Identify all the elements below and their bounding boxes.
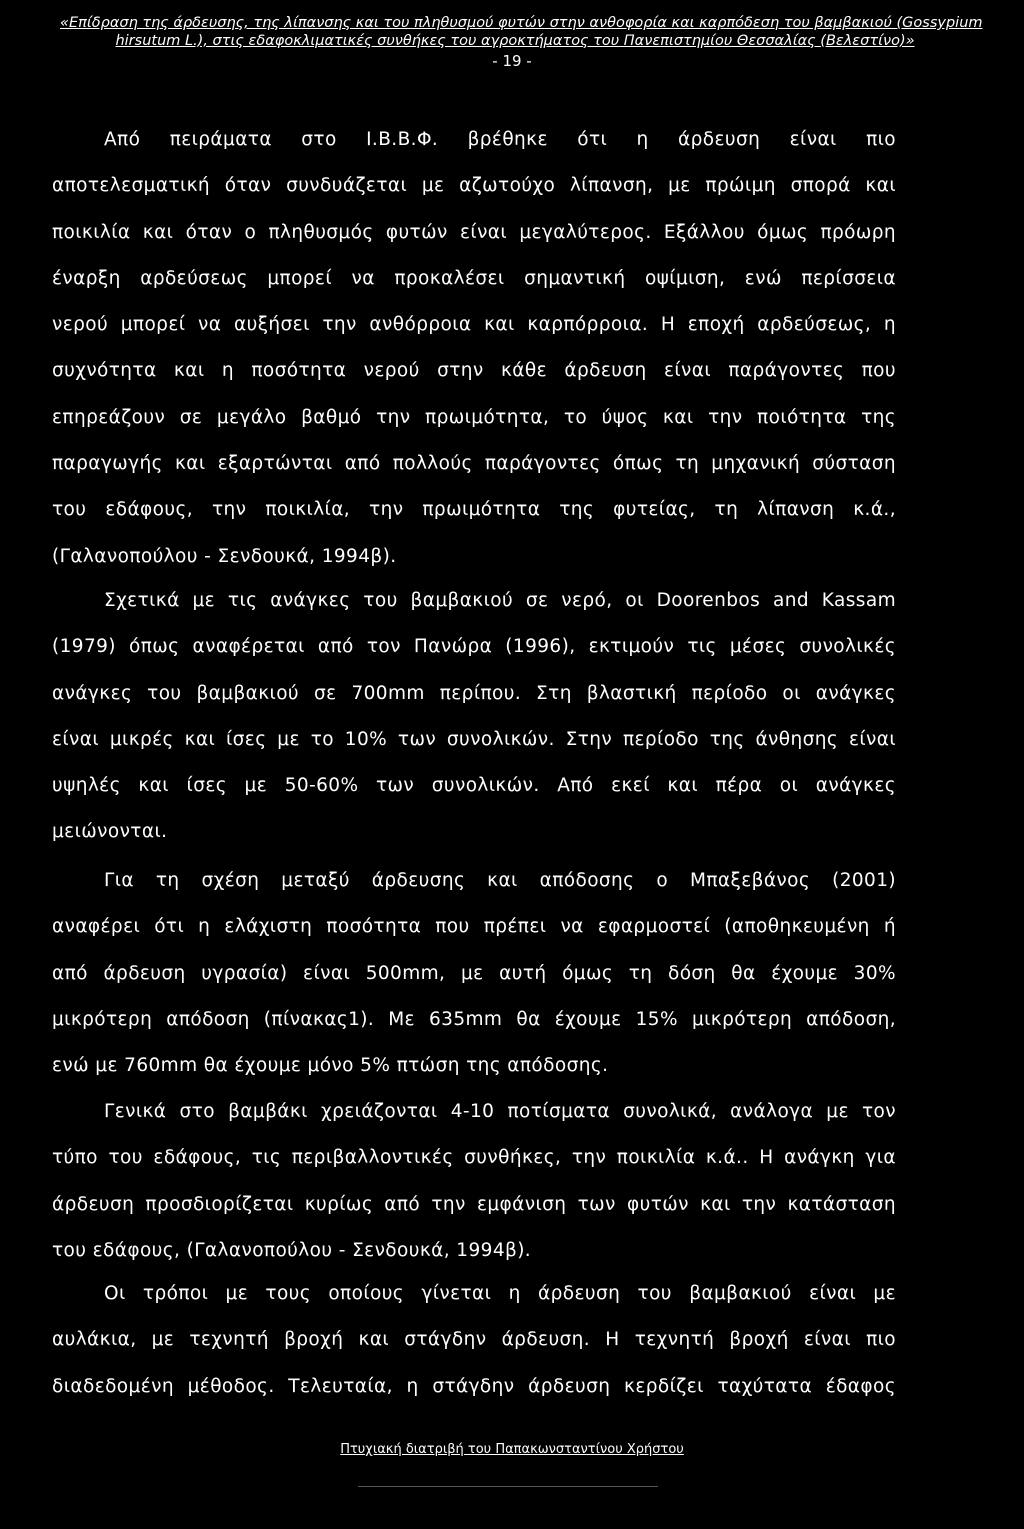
paragraph-1 xyxy=(52,117,896,580)
text-line: Οι τρόποι με τους οποίους γίνεται η άρδευση του βαμβακιού είναι με xyxy=(104,1283,896,1304)
text-line: (1979) όπως αναφέρεται από τον Πανώρα (1996), εκτιμούν τις μέσες συνολικές xyxy=(52,636,896,658)
text-line: (Γαλανοπούλου - Σενδουκά, 1994β). xyxy=(52,545,397,567)
text-line: είναι μικρές και ίσες με το 10% των συνολικών. Στην περίοδο της άνθησης είναι xyxy=(52,728,896,750)
text-line: του εδάφους, την ποικιλία, την πρωιμότητα της φυτείας, τη λίπανση κ.ά., xyxy=(52,499,896,521)
text-line: διαδεδομένη μέθοδος. Τελευταία, η στάγδην άρδευση κερδίζει ταχύτατα έδαφος xyxy=(52,1375,896,1397)
text-line: Από πειράματα στο Ι.Β.Β.Φ. βρέθηκε ότι η άρδευση είναι πιο xyxy=(104,129,896,150)
paragraph-3 xyxy=(52,858,896,1089)
text-line: επηρεάζουν σε μεγάλο βαθμό την πρωιμότητα, το ύψος και την ποιότητα της xyxy=(52,406,896,428)
text-line: Σχετικά με τις ανάγκες του βαμβακιού σε νερό, οι Doorenbos and Kassam xyxy=(104,590,896,611)
text-line: τύπο του εδάφους, τις περιβαλλοντικές συνθήκες, την ποικιλία κ.ά.. Η ανάγκη για xyxy=(52,1147,896,1169)
footer-divider xyxy=(358,1486,658,1487)
text-line: ενώ με 760mm θα έχουμε μόνο 5% πτώση της απόδοσης. xyxy=(52,1055,609,1077)
text-line: Για τη σχέση μεταξύ άρδευσης και απόδοσης ο Μπαξεβάνος (2001) xyxy=(104,870,896,891)
text-line: του εδάφους, (Γαλανοπούλου - Σενδουκά, 1994β). xyxy=(52,1239,532,1261)
text-line: μειώνονται. xyxy=(52,821,168,843)
paragraph-4 xyxy=(52,1089,896,1274)
text-line: νερού μπορεί να αυξήσει την ανθόρροια και καρπόρροια. Η εποχή αρδεύσεως, η xyxy=(52,314,896,336)
text-line: αυλάκια, με τεχνητή βροχή και στάγδην άρδευση. Η τεχνητή βροχή είναι πιο xyxy=(52,1329,896,1351)
text-line: άρδευση προσδιορίζεται κυρίως από την εμφάνιση των φυτών και την κατάσταση xyxy=(52,1193,896,1215)
page-number: - 19 - xyxy=(492,52,532,70)
text-line: αναφέρει ότι η ελάχιστη ποσότητα που πρέπει να εφαρμοστεί (αποθηκευμένη ή xyxy=(52,916,896,938)
text-line: Γενικά στο βαμβάκι χρειάζονται 4-10 ποτίσματα συνολικά, ανάλογα με τον xyxy=(104,1101,896,1122)
paragraph-5 xyxy=(52,1271,896,1410)
text-line: έναρξη αρδεύσεως μπορεί να προκαλέσει σημαντική οψίμιση, ενώ περίσσεια xyxy=(52,267,896,289)
text-line: μικρότερη απόδοση (πίνακας1). Με 635mm θα έχουμε 15% μικρότερη απόδοση, xyxy=(52,1008,896,1030)
text-line: από άρδευση υγρασία) είναι 500mm, με αυτή όμως τη δόση θα έχουμε 30% xyxy=(52,962,896,984)
text-line: υψηλές και ίσες με 50-60% των συνολικών. Από εκεί και πέρα οι ανάγκες xyxy=(52,775,896,797)
text-line: ποικιλία και όταν ο πληθυσμός φυτών είναι μεγαλύτερος. Εξάλλου όμως πρόωρη xyxy=(52,221,896,243)
header-title-line-2: hirsutum L.), στις εδαφοκλιματικές συνθήκες του αγροκτήματος του Πανεπιστημίου Θεσσαλίας (Βελεστίνο)» xyxy=(115,33,915,49)
running-header xyxy=(60,14,983,50)
text-line: συχνότητα και η ποσότητα νερού στην κάθε άρδευση είναι παράγοντες που xyxy=(52,360,896,382)
text-line: ανάγκες του βαμβακιού σε 700mm περίπου. Στη βλαστική περίοδο οι ανάγκες xyxy=(52,682,896,704)
text-line: αποτελεσματική όταν συνδυάζεται με αζωτούχο λίπανση, με πρώιμη σπορά και xyxy=(52,175,896,197)
text-line: παραγωγής και εξαρτώνται από πολλούς παράγοντες όπως τη μηχανική σύσταση xyxy=(52,453,896,475)
header-title-line-1: «Επίδραση της άρδευσης, της λίπανσης και του πληθυσμού φυτών στην ανθοφορία και καρπόδεση του βαμβακιού (Gossypium xyxy=(60,15,983,31)
running-footer: Πτυχιακή διατριβή του Παπακωνσταντίνου Χρήστου xyxy=(340,1442,684,1457)
paragraph-2 xyxy=(52,578,896,856)
